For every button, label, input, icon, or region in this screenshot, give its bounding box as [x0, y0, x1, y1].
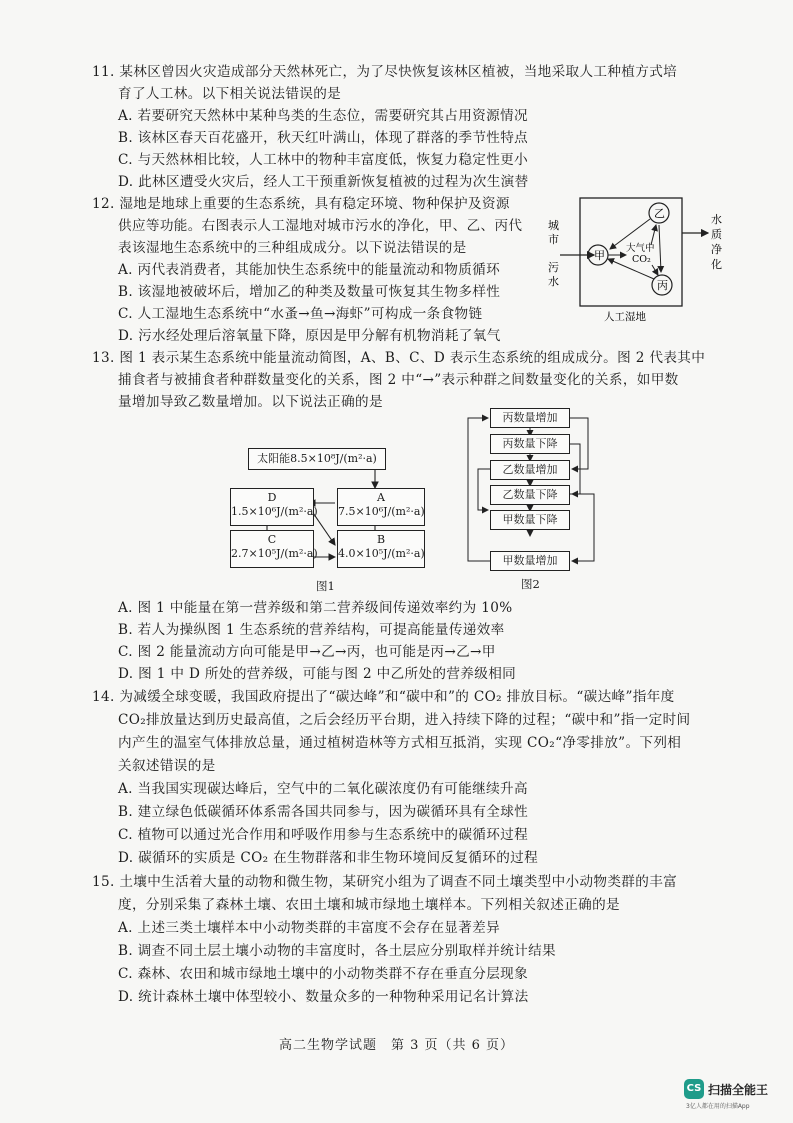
fig1-sun-label: 太阳能8.5×10⁸J/(m²·a) [257, 452, 377, 465]
q14-option-d: D. 碳循环的实质是 CO₂ 在生物群落和非生物环境间反复循环的过程 [118, 850, 539, 866]
fig2-item-2: 丙数量下降 [490, 434, 570, 454]
camscanner-tagline: 3亿人都在用的扫描App [686, 1103, 750, 1110]
fig1-a-value: 7.5×10⁶J/(m²·a) [338, 505, 425, 518]
q15-option-a: A. 上述三类土壤样本中小动物类群的丰富度不会存在显著差异 [118, 920, 501, 936]
fig1-box-d [230, 488, 318, 526]
fig1-b-name: B [376, 533, 386, 546]
q12-stem-1: 12. 湿地是地球上重要的生态系统，具有稳定环境、物种保护及资源 [92, 196, 510, 212]
left-label-4: 水 [548, 275, 559, 288]
q12-stem-3: 表该湿地生态系统中的三种组成成分。以下说法错误的是 [118, 240, 467, 256]
q12-option-b: B. 该湿地被破坏后，增加乙的种类及数量可恢复其生物多样性 [118, 284, 501, 300]
fig1-c-name: C [267, 533, 277, 546]
q12-stem-2: 供应等功能。右图表示人工湿地对城市污水的净化，甲、乙、丙代 [118, 218, 523, 234]
fig1-sun-box [248, 448, 386, 470]
fig1-box-c [230, 530, 318, 568]
left-label-3: 污 [548, 261, 559, 274]
q15-stem-2: 度，分别采集了森林土壤、农田土壤和城市绿地土壤样本。下列相关叙述正确的是 [118, 897, 620, 913]
q13-option-a: A. 图 1 中能量在第一营养级和第二营养级间传递效率约为 10% [118, 600, 513, 616]
fig1-d-value: 1.5×10⁶J/(m²·a) [231, 505, 318, 518]
node-yi: 乙 [654, 207, 665, 220]
q12-option-c: C. 人工湿地生态系统中“水蚤→鱼→海虾”可构成一条食物链 [118, 306, 483, 322]
fig2-item-5: 甲数量下降 [490, 510, 570, 530]
camscanner-name: 扫描全能王 [708, 1083, 769, 1097]
q11-option-b: B. 该林区春天百花盛开，秋天红叶满山，体现了群落的季节性特点 [118, 130, 529, 146]
q12-option-a: A. 丙代表消费者，其能加快生态系统中的能量流动和物质循环 [118, 262, 501, 278]
fig2-item-1: 丙数量增加 [490, 408, 570, 428]
left-label-2: 市 [548, 233, 559, 246]
right-label-4: 化 [711, 258, 722, 271]
node-bing: 丙 [657, 279, 668, 292]
fig1-box-b [337, 530, 425, 568]
q14-option-a: A. 当我国实现碳达峰后，空气中的二氧化碳浓度仍有可能继续升高 [118, 781, 528, 797]
fig1-b-value: 4.0×10⁵J/(m²·a) [338, 547, 425, 560]
camscanner-watermark [684, 1079, 784, 1109]
q14-stem-4: 关叙述错误的是 [118, 758, 216, 774]
center-label-1: 大气中 [626, 243, 655, 254]
fig2-item-4: 乙数量下降 [490, 485, 570, 505]
q11-stem-2: 育了人工林。以下相关说法错误的是 [118, 86, 342, 102]
q11-option-d: D. 此林区遭受火灾后，经人工干预重新恢复植被的过程为次生演替 [118, 174, 529, 190]
node-jia: 甲 [594, 249, 605, 262]
q13-option-b: B. 若人为操纵图 1 生态系统的营养结构，可提高能量传递效率 [118, 622, 505, 638]
q11-stem-1: 11. 某林区曾因火灾造成部分天然林死亡，为了尽快恢复该林区植被，当地采取人工种植方式培 [92, 64, 678, 80]
right-label-3: 净 [711, 243, 722, 256]
page-footer: 高二生物学试题 第 3 页（共 6 页） [278, 1038, 515, 1053]
q14-option-c: C. 植物可以通过光合作用和呼吸作用参与生态系统中的碳循环过程 [118, 827, 529, 843]
q14-stem-3: 内产生的温室气体排放总量，通过植树造林等方式相互抵消，实现 CO₂“净零排放”。下列相 [118, 735, 682, 751]
fig2-item-6: 甲数量增加 [490, 551, 570, 571]
q11-option-a: A. 若要研究天然林中某种鸟类的生态位，需要研究其占用资源情况 [118, 108, 528, 124]
camscanner-logo-icon: CS [684, 1079, 704, 1099]
q13-stem-2: 捕食者与被捕食者种群数量变化的关系，图 2 中“→”表示种群之间数量变化的关系，如甲数 [118, 372, 679, 388]
fig1-caption: 图1 [316, 579, 335, 593]
q15-option-d: D. 统计森林土壤中体型较小、数量众多的一种物种采用记名计算法 [118, 989, 529, 1005]
q14-stem-2: CO₂排放量达到历史最高值，之后会经历平台期，进入持续下降的过程；“碳中和”指一定时间 [118, 712, 691, 728]
wetland-label: 人工湿地 [604, 311, 646, 323]
fig1-a-name: A [377, 491, 385, 504]
left-label-1: 城 [548, 219, 559, 232]
q15-option-b: B. 调查不同土层土壤小动物的丰富度时，各土层应分别取样并统计结果 [118, 943, 556, 959]
center-label-2: CO₂ [632, 254, 651, 265]
q11-option-c: C. 与天然林相比较，人工林中的物种丰富度低，恢复力稳定性更小 [118, 152, 529, 168]
q12-option-d: D. 污水经处理后溶氧量下降，原因是甲分解有机物消耗了氧气 [118, 328, 501, 344]
fig1-box-a [337, 488, 425, 526]
right-label-2: 质 [711, 228, 722, 241]
fig1-d-name: D [267, 491, 277, 504]
q13-option-c: C. 图 2 能量流动方向可能是甲→乙→丙，也可能是丙→乙→甲 [118, 644, 496, 660]
q15-option-c: C. 森林、农田和城市绿地土壤中的小动物类群不存在垂直分层现象 [118, 966, 529, 982]
q14-stem-1: 14. 为减缓全球变暖，我国政府提出了“碳达峰”和“碳中和”的 CO₂ 排放目标。“碳达峰”指年度 [92, 689, 675, 705]
fig1-c-value: 2.7×10⁵J/(m²·a) [231, 547, 318, 560]
q15-stem-1: 15. 土壤中生活着大量的动物和微生物，某研究小组为了调查不同土壤类型中小动物类群的丰富 [92, 874, 678, 890]
right-label-1: 水 [711, 213, 722, 226]
q13-stem-3: 量增加导致乙数量增加。以下说法正确的是 [118, 394, 383, 410]
q13-stem-1: 13. 图 1 表示某生态系统中能量流动简图，A、B、C、D 表示生态系统的组成成分。图 2 代表其中 [92, 350, 706, 366]
wetland-diagram [548, 193, 728, 323]
fig2-caption: 图2 [521, 577, 540, 591]
q13-option-d: D. 图 1 中 D 所处的营养级，可能与图 2 中乙所处的营养级相同 [118, 666, 517, 682]
fig2-item-3: 乙数量增加 [490, 460, 570, 480]
q14-option-b: B. 建立绿色低碳循环体系需各国共同参与，因为碳循环具有全球性 [118, 804, 529, 820]
